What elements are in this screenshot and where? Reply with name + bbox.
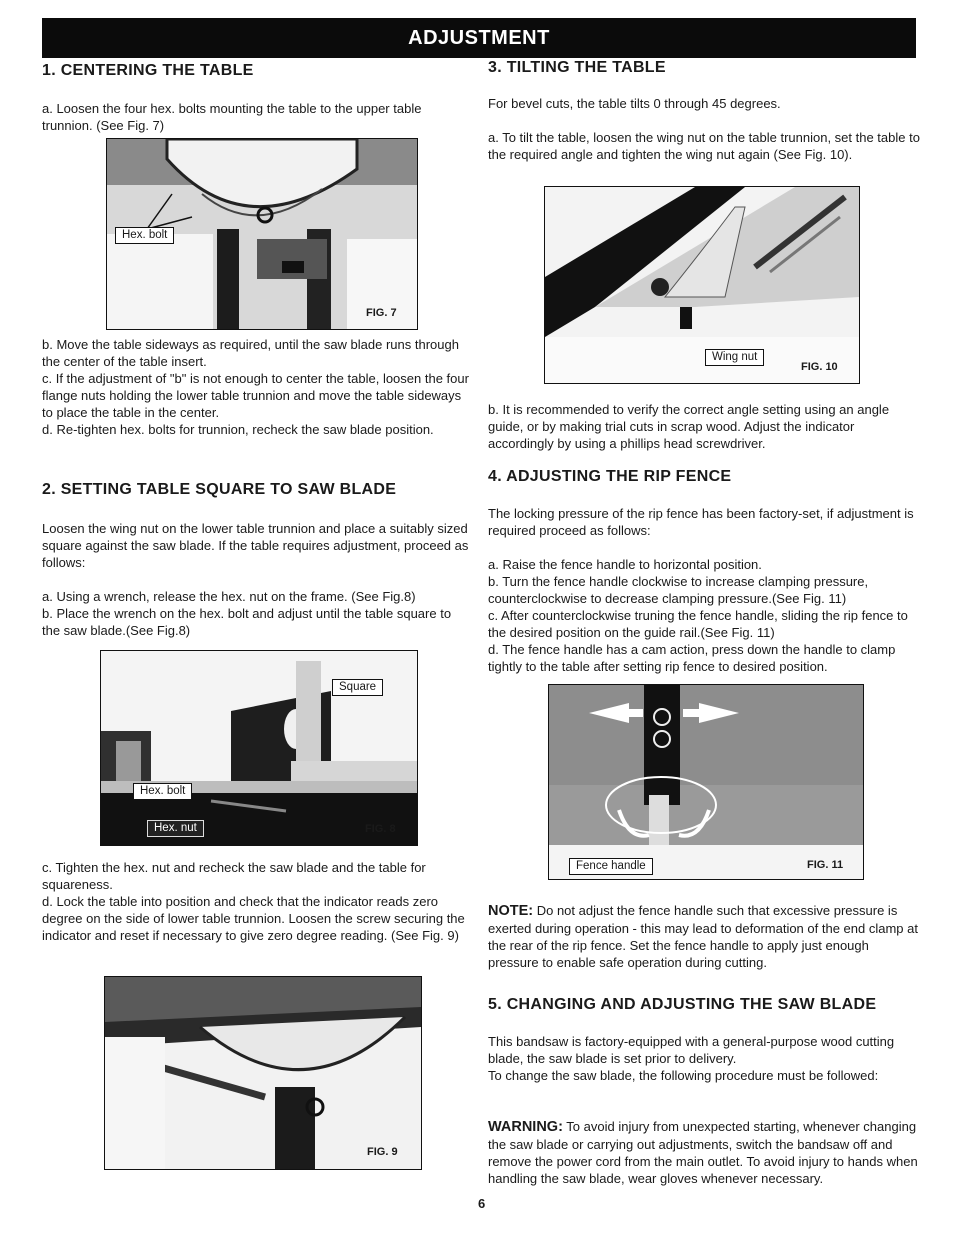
s4-step-d: d. The fence handle has a cam action, press down the handle to clamp tightly to the table after setting rip fence to desired position. [488,642,896,674]
s4-step-b: b. Turn the fence handle clockwise to increase clamping pressure, counterclockwise to decrease clamping pressure.(See Fig. 11) [488,574,869,606]
callout-square: Square [332,679,383,696]
heading-rip-fence: 4. ADJUSTING THE RIP FENCE [488,468,732,485]
page-number: 6 [478,1196,486,1211]
s1-step-c: c. If the adjustment of "b" is not enough to center the table, loosen the four flange nuts holding the lower table trunnion and move the table sideways to place the table in the center. [42,371,469,420]
callout-hex-bolt: Hex. bolt [115,227,174,244]
s5-paragraph-1: This bandsaw is factory-equipped with a general-purpose wood cutting blade, the saw blade is set prior to delivery. [488,1034,895,1066]
s1-step-a: a. Loosen the four hex. bolts mounting the table to the upper table trunnion. (See Fig. 7) [42,101,422,133]
figure-10-photo [545,187,859,383]
callout-fence-handle: Fence handle [569,858,653,875]
callout-wing-nut: Wing nut [705,349,764,366]
s2-step-b: b. Place the wrench on the hex. bolt and adjust until the table square to the saw blade.(See Fig.8) [42,606,452,638]
s3-step-b: b. It is recommended to verify the correct angle setting using an angle guide, or by making trial cuts in scrap wood. Adjust the indicator accordingly by using a phillips head screwdriver. [488,402,890,451]
note-text: Do not adjust the fence handle such that excessive pressure is exerted during operation - this may lead to deformation of the end clamp at the rear of the rip fence. Set the fence handle to apply just enough pressure to enable safe operation during cutting. [488,903,918,970]
s1-step-b: b. Move the table sideways as required, until the saw blade runs through the center of the table insert. [42,337,459,369]
figure-8-label: FIG. 8 [365,823,396,835]
s2-step-a: a. Using a wrench, release the hex. nut on the frame. (See Fig.8) [42,589,416,604]
figure-10-label: FIG. 10 [801,361,838,373]
figure-9-photo [105,977,421,1169]
heading-centering-table: 1. CENTERING THE TABLE [42,62,254,79]
warning-paragraph [488,1118,920,1187]
s3-step-a: a. To tilt the table, loosen the wing nut on the table trunnion, set the table to the required angle and tighten the wing nut again (See Fig. 10). [488,130,920,162]
figure-9-label: FIG. 9 [367,1146,398,1158]
figure-10 [544,186,860,384]
s1-step-d: d. Re-tighten hex. bolts for trunnion, recheck the saw blade position. [42,422,434,437]
note-label: NOTE: [488,903,534,919]
figure-9 [104,976,422,1170]
s2-step-d: d. Lock the table into position and check that the indicator reads zero degree on the side of lower table trunnion. Loosen the screw securing the indicator and reset if necessary to give zero degree reading. (See Fig. 9) [42,894,465,943]
section-banner: ADJUSTMENT [42,18,916,58]
figure-11-label: FIG. 11 [807,859,844,871]
heading-saw-blade: 5. CHANGING AND ADJUSTING THE SAW BLADE [488,996,877,1013]
figure-11 [548,684,864,880]
s3-intro: For bevel cuts, the table tilts 0 through 45 degrees. [488,96,781,111]
callout-hex-bolt-fig8: Hex. bolt [133,783,192,800]
callout-hex-nut: Hex. nut [147,820,204,837]
s5-paragraph-2: To change the saw blade, the following procedure must be followed: [488,1068,879,1083]
figure-7-label: FIG. 7 [366,307,397,319]
warning-text: To avoid injury from unexpected starting, whenever changing the saw blade or carrying out adjustments, switch the bandsaw off and remove the power cord from the main outlet. To avoid injury to hands when handling the saw blade, wear gloves whenever necessary. [488,1119,918,1186]
warning-label: WARNING: [488,1119,563,1135]
note-paragraph [488,902,920,971]
s4-intro: The locking pressure of the rip fence has been factory-set, if adjustment is required proceed as follows: [488,506,914,538]
s4-step-c: c. After counterclockwise truning the fence handle, sliding the rip fence to the desired position on the guide rail.(See Fig. 11) [488,608,908,640]
s4-step-a: a. Raise the fence handle to horizontal position. [488,557,762,572]
heading-tilting-table: 3. TILTING THE TABLE [488,59,666,76]
figure-11-photo [549,685,863,879]
heading-table-square: 2. SETTING TABLE SQUARE TO SAW BLADE [42,481,397,498]
s2-step-c: c. Tighten the hex. nut and recheck the saw blade and the table for squareness. [42,860,426,892]
s2-intro: Loosen the wing nut on the lower table trunnion and place a suitably sized square against the saw blade. If the table requires adjustment, proceed as follows: [42,521,469,570]
figure-7 [106,138,418,330]
figure-8 [100,650,418,846]
